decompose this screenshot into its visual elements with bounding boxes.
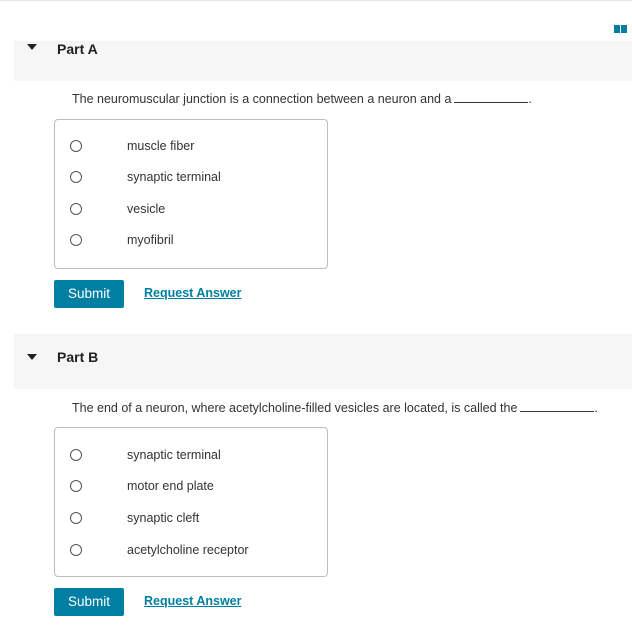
option-row[interactable] [55, 447, 327, 467]
part-b-question-end: . [594, 401, 598, 415]
part-b-options [54, 427, 328, 577]
radio-button-icon[interactable] [70, 544, 82, 556]
option-label[interactable]: synaptic terminal [127, 448, 221, 462]
part-a-title: Part A [57, 41, 98, 57]
part-b-request-answer-link[interactable]: Request Answer [144, 594, 242, 608]
part-a-header[interactable] [14, 41, 632, 81]
radio-button-icon[interactable] [70, 171, 82, 183]
radio-button-icon[interactable] [70, 234, 82, 246]
option-label[interactable]: vesicle [127, 202, 166, 216]
option-row[interactable] [55, 542, 327, 562]
part-a-question-end: . [528, 92, 532, 106]
part-b-header[interactable] [14, 334, 632, 389]
part-a-request-answer-link[interactable]: Request Answer [144, 286, 242, 300]
book-icon[interactable] [614, 21, 628, 31]
option-label[interactable]: acetylcholine receptor [127, 543, 249, 557]
option-label[interactable]: synaptic cleft [127, 511, 200, 525]
answer-blank [454, 92, 528, 103]
radio-button-icon[interactable] [70, 480, 82, 492]
option-label[interactable]: muscle fiber [127, 139, 195, 153]
option-label[interactable]: myofibril [127, 233, 174, 247]
option-row[interactable] [55, 169, 327, 189]
top-divider [0, 0, 632, 1]
option-row[interactable] [55, 138, 327, 158]
triangle-down-icon[interactable] [27, 44, 37, 50]
part-a-submit-button[interactable]: Submit [54, 280, 124, 308]
part-b-question-text: The end of a neuron, where acetylcholine-filled vesicles are located, is called the [72, 401, 518, 415]
answer-blank [520, 401, 594, 412]
option-label[interactable]: synaptic terminal [127, 170, 221, 184]
option-row[interactable] [55, 201, 327, 221]
option-row[interactable] [55, 510, 327, 530]
triangle-down-icon[interactable] [27, 354, 37, 360]
part-a-question [72, 92, 532, 106]
part-b-submit-button[interactable]: Submit [54, 588, 124, 616]
radio-button-icon[interactable] [70, 449, 82, 461]
part-a-options [54, 119, 328, 269]
radio-button-icon[interactable] [70, 512, 82, 524]
part-b-title: Part B [57, 349, 99, 365]
option-label[interactable]: motor end plate [127, 479, 214, 493]
option-row[interactable] [55, 478, 327, 498]
part-b-question [72, 401, 598, 415]
option-row[interactable] [55, 232, 327, 252]
part-a-question-text: The neuromuscular junction is a connection between a neuron and a [72, 92, 452, 106]
radio-button-icon[interactable] [70, 203, 82, 215]
radio-button-icon[interactable] [70, 140, 82, 152]
